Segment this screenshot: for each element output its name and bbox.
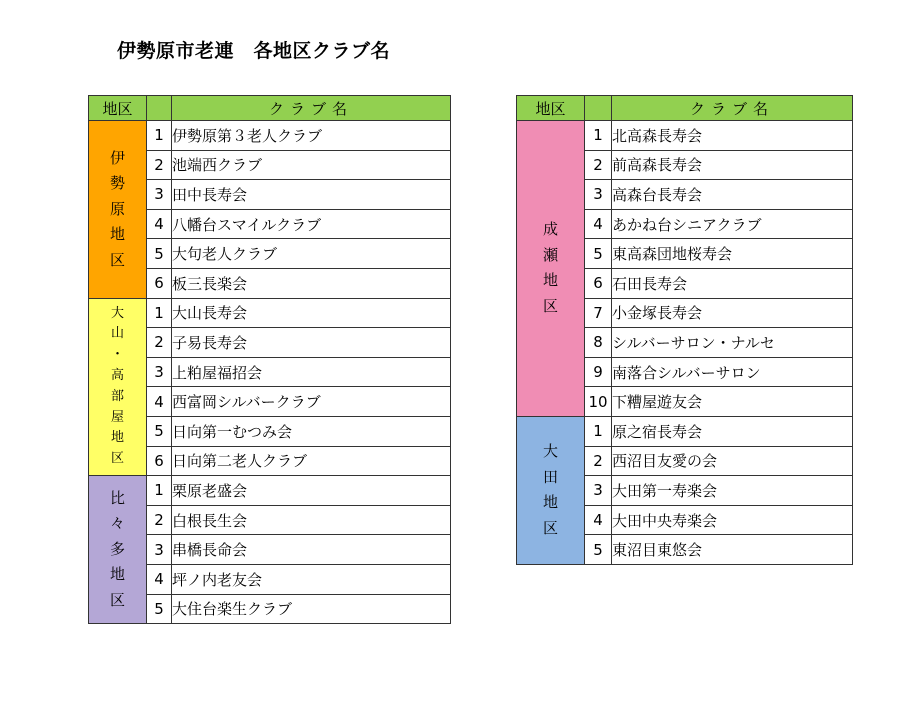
page-title: 伊勢原市老連 各地区クラブ名	[117, 40, 391, 62]
club-number: 5	[147, 594, 172, 624]
club-number: 6	[147, 268, 172, 298]
club-name: 日向第二老人クラブ	[172, 446, 451, 476]
club-number: 6	[147, 446, 172, 476]
club-number: 9	[585, 357, 612, 387]
club-number: 6	[585, 268, 612, 298]
table-row	[517, 121, 853, 151]
club-name: 高森台長寿会	[612, 180, 853, 210]
club-number: 5	[585, 535, 612, 565]
club-number: 2	[585, 446, 612, 476]
club-number: 1	[147, 298, 172, 328]
club-name: 八幡台スマイルクラブ	[172, 209, 451, 239]
club-number: 4	[147, 209, 172, 239]
district-cell: 大 山 ・ 高 部 屋 地 区	[89, 298, 147, 476]
club-name: 西沼目友愛の会	[612, 446, 853, 476]
club-number: 3	[147, 535, 172, 565]
club-name: 串橋長命会	[172, 535, 451, 565]
club-number: 4	[585, 209, 612, 239]
district-cell: 大 田 地 区	[517, 416, 585, 564]
club-name: 東高森団地桜寿会	[612, 239, 853, 269]
club-name: 大田第一寿楽会	[612, 476, 853, 506]
club-number: 10	[585, 387, 612, 417]
club-name: 池端西クラブ	[172, 150, 451, 180]
club-name: 東沼目東悠会	[612, 535, 853, 565]
club-number: 1	[147, 476, 172, 506]
club-name: 坪ノ内老友会	[172, 564, 451, 594]
club-number: 1	[585, 416, 612, 446]
club-name: 栗原老盛会	[172, 476, 451, 506]
club-name: 白根長生会	[172, 505, 451, 535]
header-row	[517, 96, 853, 121]
club-table-left	[88, 95, 451, 624]
table-row	[517, 416, 853, 446]
club-name: 原之宿長寿会	[612, 416, 853, 446]
district-cell: 伊 勢 原 地 区	[89, 121, 147, 299]
club-number: 3	[585, 476, 612, 506]
club-name: 日向第一むつみ会	[172, 416, 451, 446]
club-number: 4	[585, 505, 612, 535]
club-number: 5	[147, 416, 172, 446]
club-name: シルバーサロン・ナルセ	[612, 328, 853, 358]
header-district: 地区	[517, 96, 585, 121]
club-name: 大山長寿会	[172, 298, 451, 328]
club-number: 1	[585, 121, 612, 151]
header-number	[585, 96, 612, 121]
club-number: 2	[147, 505, 172, 535]
club-name: 上粕屋福招会	[172, 357, 451, 387]
club-name: 伊勢原第３老人クラブ	[172, 121, 451, 151]
club-number: 8	[585, 328, 612, 358]
club-number: 2	[585, 150, 612, 180]
club-name: 南落合シルバーサロン	[612, 357, 853, 387]
header-number	[147, 96, 172, 121]
club-number: 3	[585, 180, 612, 210]
header-row	[89, 96, 451, 121]
club-name: 西富岡シルバークラブ	[172, 387, 451, 417]
club-name: 下糟屋遊友会	[612, 387, 853, 417]
table-row	[89, 298, 451, 328]
club-table-right	[516, 95, 853, 565]
district-cell: 比 々 多 地 区	[89, 476, 147, 624]
club-number: 2	[147, 328, 172, 358]
club-number: 5	[585, 239, 612, 269]
header-district: 地区	[89, 96, 147, 121]
club-name: 子易長寿会	[172, 328, 451, 358]
club-name: 大田中央寿楽会	[612, 505, 853, 535]
club-number: 4	[147, 564, 172, 594]
club-name: 小金塚長寿会	[612, 298, 853, 328]
club-number: 2	[147, 150, 172, 180]
table-row	[89, 476, 451, 506]
club-number: 1	[147, 121, 172, 151]
club-number: 7	[585, 298, 612, 328]
club-name: 大住台楽生クラブ	[172, 594, 451, 624]
club-number: 5	[147, 239, 172, 269]
club-name: 前高森長寿会	[612, 150, 853, 180]
header-club-name: クラブ名	[612, 96, 853, 121]
district-cell: 成 瀬 地 区	[517, 121, 585, 417]
club-number: 4	[147, 387, 172, 417]
header-club-name: クラブ名	[172, 96, 451, 121]
club-name: 田中長寿会	[172, 180, 451, 210]
club-name: あかね台シニアクラブ	[612, 209, 853, 239]
table-row	[89, 121, 451, 151]
club-name: 北高森長寿会	[612, 121, 853, 151]
club-name: 大句老人クラブ	[172, 239, 451, 269]
club-number: 3	[147, 357, 172, 387]
club-name: 板三長楽会	[172, 268, 451, 298]
club-name: 石田長寿会	[612, 268, 853, 298]
club-number: 3	[147, 180, 172, 210]
